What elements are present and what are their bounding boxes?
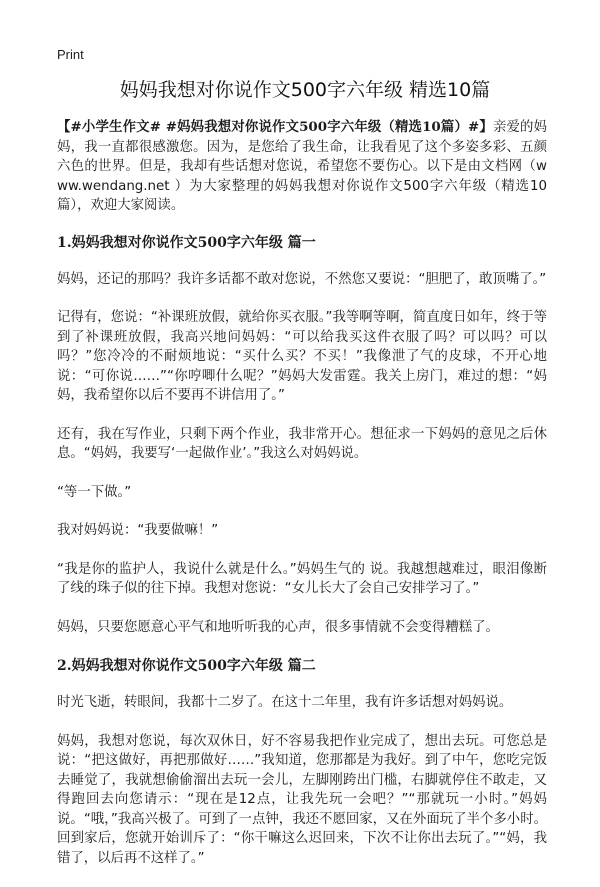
section-paragraph: “等一下做。” [57,484,132,500]
section-paragraph: 妈妈，我想对您说，每次双休日，好不容易我把作业完成了，想出去玩。可您总是说：“把这做好，再把那做好……”我知道，您那都是为我好。到了中午，您吃完饭去睡觉了，我就想偷偷溜出去玩一会儿，左脚刚跨出门槛，右脚就停住不敢走，又得跑回去向您请示：“现在是12点，让我先玩一会吧？”“那就玩一小时。”妈妈说。“哦，”我高兴极了。可到了一点钟，我还不愿回家，又在外面玩了半个多小时。回到家后，您就开始训斥了：“你干嘛这么迟回来，下次不让你出去玩了。”“妈，我错了，以后再不这样了。” [57,733,547,866]
section-2 [57,656,547,868]
section-paragraph: 还有，我在写作业，只剩下两个作业，我非常开心。想征求一下妈妈的意见之后休息。“妈妈，我要写‘一起做作业’。”我这么对妈妈说。 [57,426,547,461]
section-paragraph: “我是你的监护人，我说什么就是什么。”妈妈生气的 说。我越想越难过，眼泪像断了线的珠子似的往下掉。我想对您说：“女儿长大了会自己安排学习了。” [57,561,547,596]
document-title: 妈妈我想对你说作文500字六年级 精选10篇 [119,79,491,101]
section-paragraph: 我对妈妈说：“我要做嘛！” [57,523,219,538]
section-paragraph: 妈妈，还记的那吗？我许多话都不敢对您说，不然您又要说：“胆肥了，敢顶嘴了。” [57,271,547,287]
section-heading: 2.妈妈我想对你说作文500字六年级 篇二 [57,658,316,674]
section-paragraph: 时光飞逝，转眼间，我都十二岁了。在这十二年里，我有许多话想对妈妈说。 [57,695,513,710]
section-1 [57,233,547,638]
section-heading: 1.妈妈我想对你说作文500字六年级 篇一 [57,234,316,251]
section-paragraph: 记得有，您说：“补课班放假，就给你买衣服。”我等啊等啊，简直度日如年，终于等到了补课班放假，我高兴地问妈妈：“可以给我买这件衣服了吗？可以吗？可以吗？”您冷冷的不耐烦地说：“买什么买？不买！”我像泄了气的皮球，不开心地说：“可你说……”“你哼唧什么呢？”妈妈大发雷霆。我关上房门，难过的想：“妈妈，我希望你以后不要再不讲信用了。” [57,310,547,403]
intro-lead: 【#小学生作文# #妈妈我想对你说作文500字六年级（精选10篇）#】 [57,119,493,135]
intro-paragraph [57,118,547,216]
print-link[interactable]: Print [57,47,84,62]
document-body [57,118,547,887]
intro-text: 亲爱的妈妈，我一直都很感激您。因为，是您给了我生命，让我看见了这个多姿多彩、五颜六色的世界。但是，我却有些话想对您说，希望您不要伤心。以下是由文档网（www.wendang.net ）为大家整理的妈妈我想对你说作文500字六年级（精选10篇），欢迎大家阅读。 [57,120,547,213]
section-paragraph: 妈妈，只要您愿意心平气和地听听我的心声，很多事情就不会变得糟糕了。 [57,619,499,635]
